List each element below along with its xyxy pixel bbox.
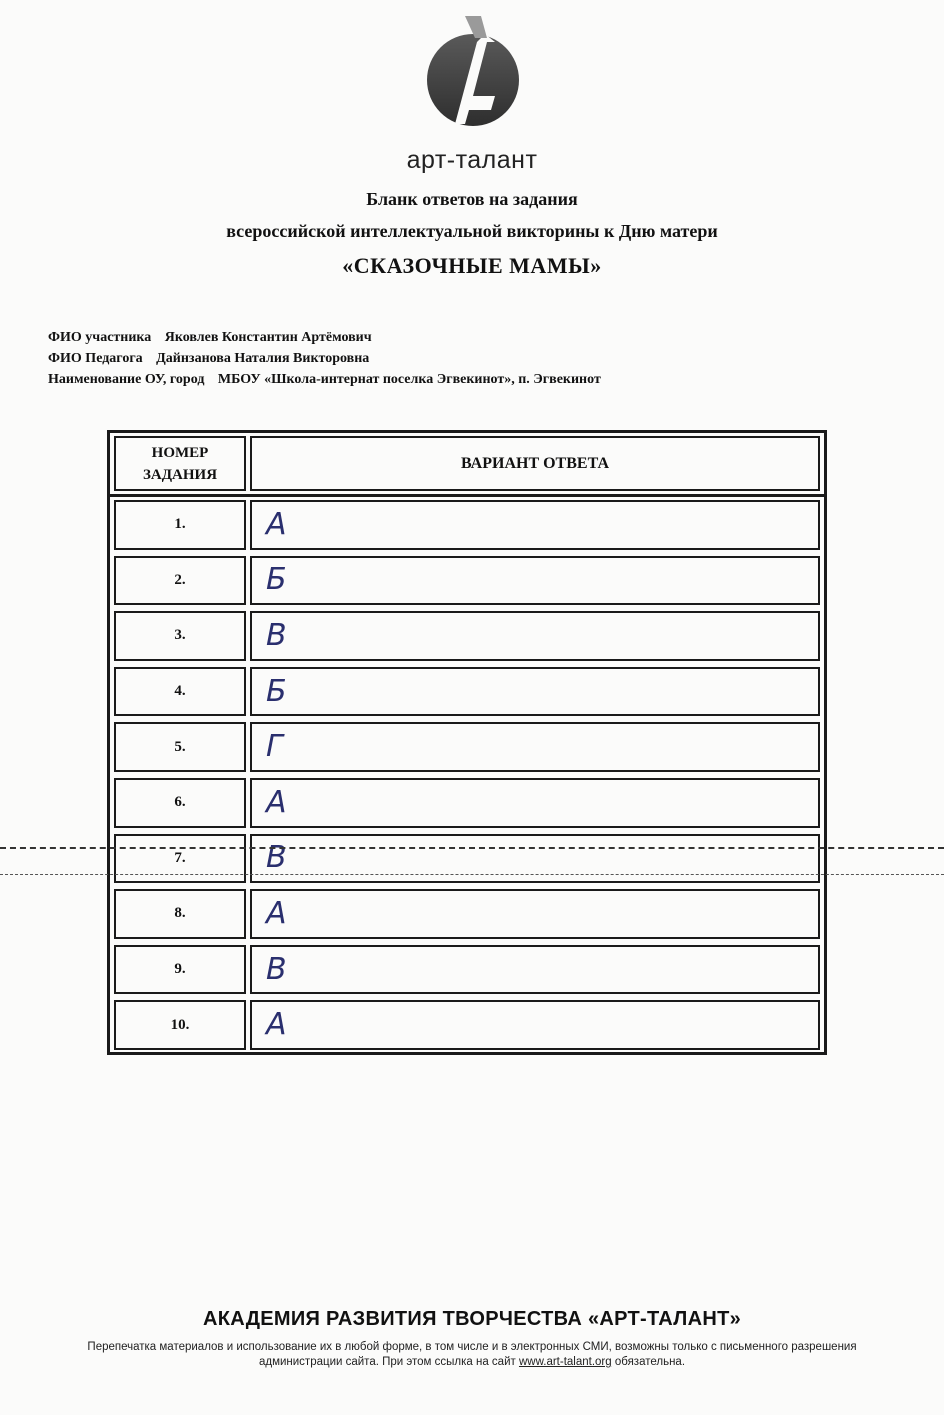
- participant-line: [48, 330, 372, 346]
- answer-cell: [250, 722, 820, 772]
- answer-cell: [250, 1000, 820, 1050]
- table-row: [110, 942, 824, 998]
- answer-cell: [250, 667, 820, 717]
- art-talant-logo: [425, 12, 521, 148]
- task-number: 3.: [114, 611, 246, 661]
- handwritten-answer: В: [266, 840, 287, 876]
- column-header-answer: ВАРИАНТ ОТВЕТА: [250, 436, 820, 491]
- task-number: 2.: [114, 556, 246, 606]
- answer-cell: [250, 611, 820, 661]
- handwritten-answer: А: [266, 784, 287, 820]
- teacher-name: Дайнзанова Наталия Викторовна: [156, 351, 370, 366]
- school-name: МБОУ «Школа-интернат поселка Эгвекинот», п. Эгвекинот: [217, 372, 601, 387]
- task-number: 7.: [114, 834, 246, 884]
- table-row: [110, 719, 824, 775]
- site-link[interactable]: www.art-talant.org: [518, 1356, 612, 1368]
- answer-cell: [250, 778, 820, 828]
- answer-cell: [250, 889, 820, 939]
- brand-name: арт-талант: [406, 146, 538, 174]
- form-title: Бланк ответов на задания: [366, 189, 578, 209]
- handwritten-answer: Б: [266, 562, 287, 598]
- handwritten-answer: В: [266, 951, 287, 987]
- task-number: 4.: [114, 667, 246, 717]
- table-row: [110, 886, 824, 942]
- footer-note: [60, 1340, 884, 1370]
- answer-cell: [250, 834, 820, 884]
- table-row: [110, 664, 824, 720]
- school-label: Наименование ОУ, город: [48, 372, 205, 387]
- participant-name: Яковлев Константин Артёмович: [164, 330, 372, 345]
- form-subtitle: всероссийской интеллектуальной викторины к Дню матери: [226, 221, 718, 241]
- answer-cell: [250, 945, 820, 995]
- teacher-line: [48, 351, 369, 367]
- answer-table: [107, 430, 827, 1055]
- fold-line: [0, 847, 944, 849]
- fold-line: [0, 874, 944, 875]
- answer-cell: [250, 500, 820, 550]
- participant-label: ФИО участника: [48, 330, 152, 345]
- table-row: [110, 608, 824, 664]
- school-line: [48, 372, 601, 388]
- footer-title: АКАДЕМИЯ РАЗВИТИЯ ТВОРЧЕСТВА «АРТ-ТАЛАНТ»: [202, 1308, 742, 1330]
- handwritten-answer: В: [266, 617, 287, 653]
- column-header-number-line2: ЗАДАНИЯ: [142, 466, 218, 483]
- table-header: [110, 433, 824, 497]
- task-number: 10.: [114, 1000, 246, 1050]
- task-number: 5.: [114, 722, 246, 772]
- answer-cell: [250, 556, 820, 606]
- handwritten-answer: А: [266, 506, 287, 542]
- footer-note-end: обязательна.: [611, 1356, 686, 1368]
- handwritten-answer: А: [266, 1007, 287, 1043]
- handwritten-answer: А: [266, 895, 287, 931]
- table-row: [110, 497, 824, 553]
- teacher-label: ФИО Педагога: [48, 351, 143, 366]
- column-header-number-line1: НОМЕР: [151, 444, 209, 461]
- handwritten-answer: Б: [266, 673, 287, 709]
- table-row: [110, 997, 824, 1053]
- task-number: 6.: [114, 778, 246, 828]
- table-row: [110, 831, 824, 887]
- table-row: [110, 775, 824, 831]
- table-row: [110, 553, 824, 609]
- task-number: 8.: [114, 889, 246, 939]
- quiz-name: «СКАЗОЧНЫЕ МАМЫ»: [342, 253, 602, 278]
- footer-note-text: Перепечатка материалов и использование их в любой форме, в том числе и в электронных СМИ, возможны только с письменного разрешения администрации сайта. При этом ссылка на сайт: [87, 1341, 857, 1368]
- task-number: 1.: [114, 500, 246, 550]
- handwritten-answer: Г: [266, 729, 283, 765]
- task-number: 9.: [114, 945, 246, 995]
- column-header-number: [114, 436, 246, 491]
